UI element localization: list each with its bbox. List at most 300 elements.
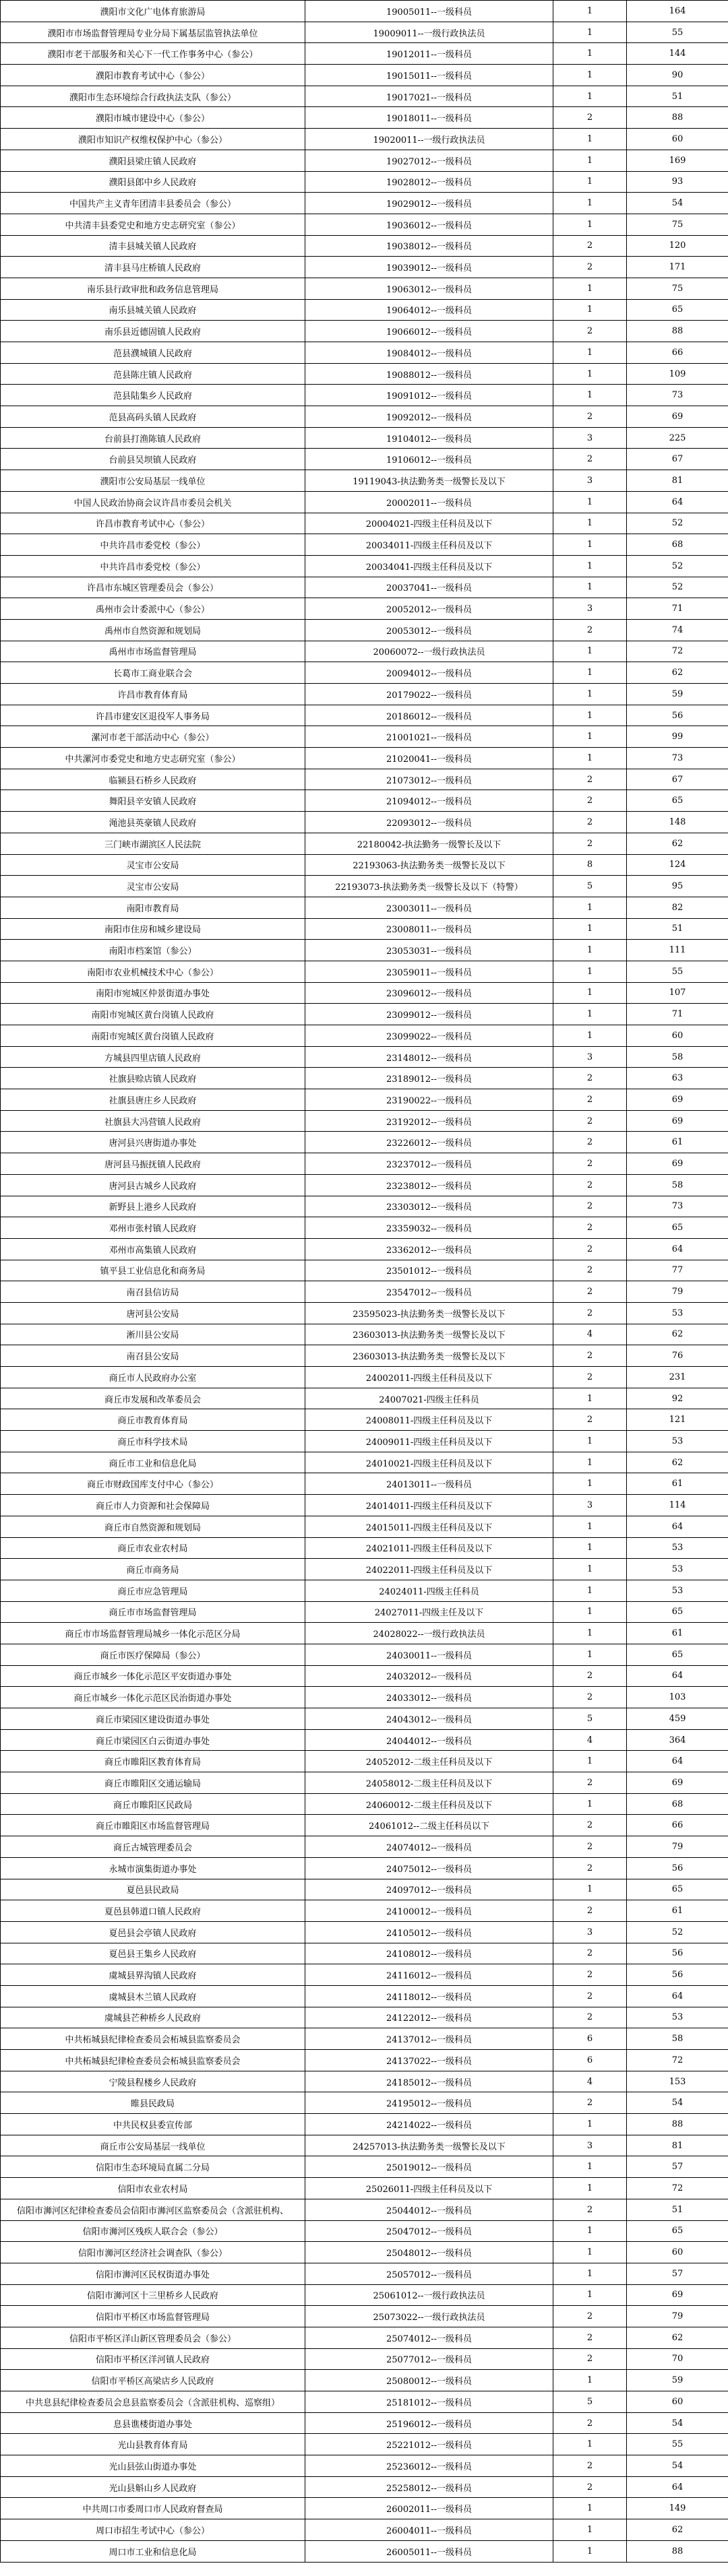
employer-cell: 濮阳县郎中乡人民政府 bbox=[1, 171, 305, 193]
quota-cell: 1 bbox=[553, 2178, 627, 2199]
quota-cell: 1 bbox=[553, 1644, 627, 1665]
position-code-cell: 25044012--一级科员 bbox=[305, 2199, 553, 2220]
table-row bbox=[1, 171, 728, 193]
employer-cell: 商丘市睢阳区教育体育局 bbox=[1, 1751, 305, 1772]
quota-cell: 2 bbox=[553, 1857, 627, 1879]
quota-cell: 2 bbox=[553, 1409, 627, 1431]
quota-cell: 1 bbox=[553, 918, 627, 940]
table-row bbox=[1, 1174, 728, 1196]
employer-cell: 中共柘城县纪律检查委员会柘城县监察委员会 bbox=[1, 2050, 305, 2071]
quota-cell: 2 bbox=[553, 1345, 627, 1367]
employer-cell: 台前县打渔陈镇人民政府 bbox=[1, 427, 305, 449]
applicant-count-cell: 52 bbox=[627, 1921, 728, 1943]
employer-cell: 濮阳市公安局基层一线单位 bbox=[1, 470, 305, 492]
position-code-cell: 24137012--一级科员 bbox=[305, 2028, 553, 2050]
position-code-cell: 19018011--一级科员 bbox=[305, 107, 553, 129]
employer-cell: 中共漯河市委党史和地方史志研究室（参公） bbox=[1, 748, 305, 769]
applicant-count-cell: 54 bbox=[627, 2455, 728, 2477]
applicant-count-cell: 64 bbox=[627, 1985, 728, 2007]
applicant-count-cell: 69 bbox=[627, 1089, 728, 1111]
employer-cell: 夏邑县王集乡人民政府 bbox=[1, 1943, 305, 1964]
employer-cell: 商丘市睢阳区市场监督管理局 bbox=[1, 1815, 305, 1836]
quota-cell: 1 bbox=[553, 150, 627, 171]
applicant-count-cell: 69 bbox=[627, 1110, 728, 1132]
applicant-count-cell: 69 bbox=[627, 406, 728, 428]
applicant-count-cell: 72 bbox=[627, 2050, 728, 2071]
quota-cell: 1 bbox=[553, 299, 627, 321]
table-row bbox=[1, 1687, 728, 1708]
employer-cell: 范县濮城镇人民政府 bbox=[1, 342, 305, 364]
quota-cell: 1 bbox=[553, 1793, 627, 1815]
employer-cell: 禹州市市场监督管理局 bbox=[1, 641, 305, 662]
employer-cell: 商丘市工业和信息化局 bbox=[1, 1452, 305, 1473]
quota-cell: 1 bbox=[553, 491, 627, 513]
table-row bbox=[1, 940, 728, 961]
applicant-count-cell: 77 bbox=[627, 1260, 728, 1281]
employer-cell: 范县陆集乡人民政府 bbox=[1, 385, 305, 406]
position-code-cell: 22093012--一级科员 bbox=[305, 812, 553, 833]
position-code-cell: 24116012--一级科员 bbox=[305, 1964, 553, 1986]
applicant-count-cell: 57 bbox=[627, 2263, 728, 2284]
quota-cell: 1 bbox=[553, 1025, 627, 1047]
employer-cell: 信阳市浉河区十三里桥乡人民政府 bbox=[1, 2284, 305, 2306]
table-row bbox=[1, 961, 728, 982]
employer-cell: 商丘市医疗保障局（参公） bbox=[1, 1644, 305, 1665]
table-row bbox=[1, 1132, 728, 1153]
employer-cell: 南召县公安局 bbox=[1, 1345, 305, 1367]
position-code-cell: 25048012--一级科员 bbox=[305, 2242, 553, 2263]
applicant-count-cell: 67 bbox=[627, 449, 728, 470]
applicant-count-cell: 62 bbox=[627, 1324, 728, 1345]
table-row bbox=[1, 1772, 728, 1794]
applicant-count-cell: 364 bbox=[627, 1729, 728, 1751]
position-code-cell: 24032012--一级科员 bbox=[305, 1665, 553, 1687]
employer-cell: 南阳市宛城区仲景街道办事处 bbox=[1, 982, 305, 1004]
position-code-cell: 23238012--一级科员 bbox=[305, 1174, 553, 1196]
table-row bbox=[1, 1985, 728, 2007]
applicant-count-cell: 70 bbox=[627, 2348, 728, 2370]
table-row bbox=[1, 1473, 728, 1495]
applicant-count-cell: 459 bbox=[627, 1708, 728, 1730]
employer-cell: 南阳市农业机械技术中心（参公） bbox=[1, 961, 305, 982]
quota-cell: 1 bbox=[553, 43, 627, 65]
applicant-count-cell: 111 bbox=[627, 940, 728, 961]
applicant-count-cell: 114 bbox=[627, 1495, 728, 1516]
position-code-cell: 19028012--一级科员 bbox=[305, 171, 553, 193]
employer-cell: 信阳市浉河区经济社会调查队（参公） bbox=[1, 2242, 305, 2263]
employer-cell: 商丘市城乡一体化示范区平安街道办事处 bbox=[1, 1665, 305, 1687]
applicant-count-cell: 51 bbox=[627, 918, 728, 940]
table-row bbox=[1, 43, 728, 65]
position-code-cell: 21094012--一级科员 bbox=[305, 790, 553, 812]
applicant-count-cell: 55 bbox=[627, 22, 728, 43]
employer-cell: 周口市招生考试中心（参公） bbox=[1, 2519, 305, 2541]
table-row bbox=[1, 1388, 728, 1409]
table-row bbox=[1, 363, 728, 385]
position-code-cell: 24044012--一级科员 bbox=[305, 1729, 553, 1751]
table-row bbox=[1, 2284, 728, 2306]
applicant-count-cell: 74 bbox=[627, 619, 728, 641]
applicant-count-cell: 64 bbox=[627, 1665, 728, 1687]
table-row bbox=[1, 491, 728, 513]
quota-cell: 2 bbox=[553, 1985, 627, 2007]
table-row bbox=[1, 2327, 728, 2348]
employer-cell: 南召县信访局 bbox=[1, 1281, 305, 1303]
employer-cell: 长葛市工商业联合会 bbox=[1, 662, 305, 684]
table-row bbox=[1, 1409, 728, 1431]
position-code-cell: 20094012--一级科员 bbox=[305, 662, 553, 684]
employer-cell: 唐河县古城乡人民政府 bbox=[1, 1174, 305, 1196]
quota-cell: 3 bbox=[553, 1921, 627, 1943]
employer-cell: 渑池县英豪镇人民政府 bbox=[1, 812, 305, 833]
quota-cell: 2 bbox=[553, 2306, 627, 2327]
table-row bbox=[1, 1623, 728, 1644]
quota-cell: 1 bbox=[553, 1, 627, 22]
position-code-cell: 25077012--一级科员 bbox=[305, 2348, 553, 2370]
position-code-cell: 24105012--一级科员 bbox=[305, 1921, 553, 1943]
table-row bbox=[1, 1367, 728, 1388]
quota-cell: 2 bbox=[553, 1110, 627, 1132]
position-code-cell: 23059011--一级科员 bbox=[305, 961, 553, 982]
employer-cell: 商丘市自然资源和规划局 bbox=[1, 1516, 305, 1537]
quota-cell: 2 bbox=[553, 2455, 627, 2477]
position-code-cell: 19029012--一级科员 bbox=[305, 193, 553, 214]
quota-cell: 2 bbox=[553, 1900, 627, 1922]
position-code-cell: 25057012--一级科员 bbox=[305, 2263, 553, 2284]
applicant-count-cell: 55 bbox=[627, 2434, 728, 2455]
applicant-count-cell: 92 bbox=[627, 1388, 728, 1409]
quota-cell: 1 bbox=[553, 2540, 627, 2562]
position-code-cell: 24014011-四级主任科员及以下 bbox=[305, 1495, 553, 1516]
applicant-count-cell: 153 bbox=[627, 2071, 728, 2092]
table-row bbox=[1, 1025, 728, 1047]
position-code-cell: 20052012--一级科员 bbox=[305, 598, 553, 620]
applicant-count-cell: 65 bbox=[627, 1879, 728, 1900]
position-code-cell: 23053031--一级科员 bbox=[305, 940, 553, 961]
position-code-cell: 24074012--一级科员 bbox=[305, 1836, 553, 1858]
position-code-cell: 19009011--一级行政执法员 bbox=[305, 22, 553, 43]
position-code-cell: 24043012--一级科员 bbox=[305, 1708, 553, 1730]
position-code-cell: 19039012--一级科员 bbox=[305, 257, 553, 278]
quota-cell: 4 bbox=[553, 2071, 627, 2092]
applicant-count-cell: 75 bbox=[627, 214, 728, 235]
position-code-cell: 23226012--一级科员 bbox=[305, 1132, 553, 1153]
table-row bbox=[1, 22, 728, 43]
applicant-count-cell: 71 bbox=[627, 1004, 728, 1025]
position-code-cell: 24137022--一级科员 bbox=[305, 2050, 553, 2071]
applicant-count-cell: 88 bbox=[627, 2540, 728, 2562]
employer-cell: 商丘市财政国库支付中心（参公） bbox=[1, 1473, 305, 1495]
table-row bbox=[1, 2498, 728, 2519]
applicant-count-cell: 52 bbox=[627, 513, 728, 534]
table-row bbox=[1, 2178, 728, 2199]
quota-cell: 6 bbox=[553, 2028, 627, 2050]
table-row bbox=[1, 406, 728, 428]
table-row bbox=[1, 65, 728, 86]
position-code-cell: 19092012--一级科员 bbox=[305, 406, 553, 428]
quota-cell: 1 bbox=[553, 2434, 627, 2455]
quota-cell: 2 bbox=[553, 769, 627, 790]
applicant-count-cell: 68 bbox=[627, 1793, 728, 1815]
table-row bbox=[1, 193, 728, 214]
position-code-cell: 23003011--一级科员 bbox=[305, 897, 553, 918]
table-row bbox=[1, 1921, 728, 1943]
quota-cell: 2 bbox=[553, 1943, 627, 1964]
table-row bbox=[1, 748, 728, 769]
applicant-count-cell: 66 bbox=[627, 1815, 728, 1836]
applicant-count-cell: 65 bbox=[627, 1644, 728, 1665]
quota-cell: 3 bbox=[553, 470, 627, 492]
applicant-count-cell: 58 bbox=[627, 1046, 728, 1068]
quota-cell: 2 bbox=[553, 1153, 627, 1175]
employer-cell: 宁陵县程楼乡人民政府 bbox=[1, 2071, 305, 2092]
employer-cell: 商丘市梁园区白云街道办事处 bbox=[1, 1729, 305, 1751]
table-row bbox=[1, 2370, 728, 2391]
position-code-cell: 19012011--一级科员 bbox=[305, 43, 553, 65]
quota-cell: 2 bbox=[553, 1174, 627, 1196]
position-code-cell: 19066012--一级科员 bbox=[305, 321, 553, 342]
employer-cell: 范县陈庄镇人民政府 bbox=[1, 363, 305, 385]
position-code-cell: 19119043-执法勤务类一级警长及以下 bbox=[305, 470, 553, 492]
applicant-count-cell: 231 bbox=[627, 1367, 728, 1388]
applicant-count-cell: 59 bbox=[627, 2370, 728, 2391]
table-body bbox=[1, 1, 728, 2563]
quota-cell: 2 bbox=[553, 2092, 627, 2114]
quota-cell: 1 bbox=[553, 2263, 627, 2284]
position-code-cell: 20034011-四级主任科员及以下 bbox=[305, 534, 553, 556]
applicant-count-cell: 60 bbox=[627, 2391, 728, 2413]
table-row bbox=[1, 769, 728, 790]
quota-cell: 3 bbox=[553, 1495, 627, 1516]
table-row bbox=[1, 1046, 728, 1068]
applicant-count-cell: 79 bbox=[627, 1281, 728, 1303]
quota-cell: 2 bbox=[553, 619, 627, 641]
quota-cell: 2 bbox=[553, 1260, 627, 1281]
applicant-count-cell: 66 bbox=[627, 342, 728, 364]
employer-cell: 商丘市农业农村局 bbox=[1, 1537, 305, 1559]
employer-cell: 商丘市睢阳区民政局 bbox=[1, 1793, 305, 1815]
applicant-count-cell: 79 bbox=[627, 1836, 728, 1858]
table-row bbox=[1, 1495, 728, 1516]
quota-cell: 2 bbox=[553, 2007, 627, 2028]
quota-cell: 3 bbox=[553, 2135, 627, 2156]
quota-cell: 1 bbox=[553, 555, 627, 577]
applicant-count-cell: 59 bbox=[627, 684, 728, 705]
applicant-count-cell: 52 bbox=[627, 555, 728, 577]
employer-cell: 中共清丰县委党史和地方史志研究室（参公） bbox=[1, 214, 305, 235]
position-code-cell: 24185012--一级科员 bbox=[305, 2071, 553, 2092]
employer-cell: 邓州市高集镇人民政府 bbox=[1, 1238, 305, 1260]
table-row bbox=[1, 790, 728, 812]
table-row bbox=[1, 257, 728, 278]
quota-cell: 2 bbox=[553, 1815, 627, 1836]
table-row bbox=[1, 2199, 728, 2220]
quota-cell: 1 bbox=[553, 1559, 627, 1580]
quota-cell: 2 bbox=[553, 257, 627, 278]
employer-cell: 信阳市浉河区残疾人联合会（参公） bbox=[1, 2220, 305, 2242]
quota-cell: 1 bbox=[553, 2284, 627, 2306]
position-code-cell: 24108012--一级科员 bbox=[305, 1943, 553, 1964]
employer-cell: 方城县四里店镇人民政府 bbox=[1, 1046, 305, 1068]
position-code-cell: 24257013-执法勤务类一级警长及以下 bbox=[305, 2135, 553, 2156]
applicant-count-cell: 65 bbox=[627, 1217, 728, 1239]
table-row bbox=[1, 513, 728, 534]
applicant-count-cell: 61 bbox=[627, 1900, 728, 1922]
quota-cell: 1 bbox=[553, 1623, 627, 1644]
quota-cell: 2 bbox=[553, 1089, 627, 1111]
employer-cell: 唐河县兴唐街道办事处 bbox=[1, 1132, 305, 1153]
position-code-cell: 19017021--一级科员 bbox=[305, 86, 553, 107]
position-code-cell: 24021011-四级主任科员及以下 bbox=[305, 1537, 553, 1559]
position-code-cell: 23303012--一级科员 bbox=[305, 1196, 553, 1217]
table-row bbox=[1, 598, 728, 620]
applicant-count-cell: 95 bbox=[627, 876, 728, 897]
position-code-cell: 25047012--一级科员 bbox=[305, 2220, 553, 2242]
table-row bbox=[1, 1345, 728, 1367]
quota-cell: 3 bbox=[553, 1046, 627, 1068]
position-code-cell: 23359032--一级科员 bbox=[305, 1217, 553, 1239]
applicant-count-cell: 81 bbox=[627, 2135, 728, 2156]
table-row bbox=[1, 1238, 728, 1260]
quota-cell: 1 bbox=[553, 342, 627, 364]
applicant-count-cell: 65 bbox=[627, 299, 728, 321]
quota-cell: 2 bbox=[553, 449, 627, 470]
quota-cell: 1 bbox=[553, 2156, 627, 2178]
applicant-count-cell: 88 bbox=[627, 2114, 728, 2135]
table-row bbox=[1, 2007, 728, 2028]
table-row bbox=[1, 1089, 728, 1111]
applicant-count-cell: 68 bbox=[627, 534, 728, 556]
quota-cell: 1 bbox=[553, 940, 627, 961]
employer-cell: 虞城县界沟镇人民政府 bbox=[1, 1964, 305, 1986]
position-code-cell: 23190022--一级科员 bbox=[305, 1089, 553, 1111]
applicant-count-cell: 53 bbox=[627, 1580, 728, 1601]
position-code-cell: 24061012--二级主任科员以下 bbox=[305, 1815, 553, 1836]
position-code-cell: 26004011--一级科员 bbox=[305, 2519, 553, 2541]
applicant-count-cell: 62 bbox=[627, 2519, 728, 2541]
applicant-count-cell: 124 bbox=[627, 854, 728, 876]
applicant-count-cell: 69 bbox=[627, 1772, 728, 1794]
employer-cell: 信阳市平桥区高梁店乡人民政府 bbox=[1, 2370, 305, 2391]
quota-cell: 5 bbox=[553, 2391, 627, 2413]
table-row bbox=[1, 1900, 728, 1922]
employer-cell: 息县谯楼街道办事处 bbox=[1, 2412, 305, 2434]
employer-cell: 睢县民政局 bbox=[1, 2092, 305, 2114]
applicant-count-cell: 62 bbox=[627, 1452, 728, 1473]
position-code-cell: 23099022--一级科员 bbox=[305, 1025, 553, 1047]
position-code-cell: 23192012--一级科员 bbox=[305, 1110, 553, 1132]
table-row bbox=[1, 705, 728, 726]
position-code-cell: 25080012--一级科员 bbox=[305, 2370, 553, 2391]
quota-cell: 1 bbox=[553, 214, 627, 235]
quota-cell: 5 bbox=[553, 1708, 627, 1730]
position-code-cell: 21001021--一级科员 bbox=[305, 726, 553, 748]
applicant-count-cell: 56 bbox=[627, 705, 728, 726]
employer-cell: 邓州市张村镇人民政府 bbox=[1, 1217, 305, 1239]
table-row bbox=[1, 1964, 728, 1986]
applicant-count-cell: 53 bbox=[627, 1559, 728, 1580]
employer-cell: 信阳市平桥区洋河镇人民政府 bbox=[1, 2348, 305, 2370]
position-code-cell: 23603013-执法勤务类一级警长及以下 bbox=[305, 1324, 553, 1345]
employer-cell: 漯河市老干部活动中心（参公） bbox=[1, 726, 305, 748]
table-row bbox=[1, 2220, 728, 2242]
quota-cell: 4 bbox=[553, 1729, 627, 1751]
table-row bbox=[1, 449, 728, 470]
employer-cell: 唐河县马振抚镇人民政府 bbox=[1, 1153, 305, 1175]
applicant-count-cell: 63 bbox=[627, 1068, 728, 1089]
position-code-cell: 19027012--一级科员 bbox=[305, 150, 553, 171]
quota-cell: 2 bbox=[553, 1836, 627, 1858]
employer-cell: 永城市演集街道办事处 bbox=[1, 1857, 305, 1879]
position-code-cell: 24075012--一级科员 bbox=[305, 1857, 553, 1879]
applicant-count-cell: 53 bbox=[627, 1537, 728, 1559]
employer-cell: 夏邑县会亭镇人民政府 bbox=[1, 1921, 305, 1943]
employer-cell: 濮阳市老干部服务和关心下一代工作事务中心（参公） bbox=[1, 43, 305, 65]
table-row bbox=[1, 918, 728, 940]
position-code-cell: 19020011--一级行政执法员 bbox=[305, 129, 553, 150]
quota-cell: 1 bbox=[553, 1473, 627, 1495]
employer-cell: 光山县斛山乡人民政府 bbox=[1, 2476, 305, 2498]
table-row bbox=[1, 1665, 728, 1687]
quota-cell: 1 bbox=[553, 662, 627, 684]
employer-cell: 范县高码头镇人民政府 bbox=[1, 406, 305, 428]
table-row bbox=[1, 1302, 728, 1324]
employer-cell: 中共周口市委周口市人民政府督查局 bbox=[1, 2498, 305, 2519]
table-row bbox=[1, 2476, 728, 2498]
position-code-cell: 19015011--一级科员 bbox=[305, 65, 553, 86]
quota-cell: 2 bbox=[553, 1281, 627, 1303]
table-row bbox=[1, 1431, 728, 1452]
applicant-count-cell: 93 bbox=[627, 171, 728, 193]
quota-cell: 4 bbox=[553, 1324, 627, 1345]
employer-cell: 商丘市梁园区建设街道办事处 bbox=[1, 1708, 305, 1730]
table-row bbox=[1, 1452, 728, 1473]
applicant-count-cell: 64 bbox=[627, 491, 728, 513]
position-code-cell: 22180042-执法勤务一级警长及以下 bbox=[305, 833, 553, 854]
position-code-cell: 23501012--一级科员 bbox=[305, 1260, 553, 1281]
quota-cell: 2 bbox=[553, 235, 627, 257]
position-code-cell: 20002011--一级科员 bbox=[305, 491, 553, 513]
employer-cell: 濮阳县梁庄镇人民政府 bbox=[1, 150, 305, 171]
applicant-count-cell: 144 bbox=[627, 43, 728, 65]
applicant-count-cell: 58 bbox=[627, 1174, 728, 1196]
applicant-count-cell: 79 bbox=[627, 2306, 728, 2327]
applicant-count-cell: 56 bbox=[627, 1857, 728, 1879]
employer-cell: 信阳市农业农村局 bbox=[1, 2178, 305, 2199]
position-code-cell: 19064012--一级科员 bbox=[305, 299, 553, 321]
table-row bbox=[1, 2135, 728, 2156]
table-row bbox=[1, 577, 728, 598]
employer-cell: 商丘市发展和改革委员会 bbox=[1, 1388, 305, 1409]
applicant-count-cell: 225 bbox=[627, 427, 728, 449]
quota-cell: 1 bbox=[553, 2370, 627, 2391]
table-row bbox=[1, 1004, 728, 1025]
quota-cell: 1 bbox=[553, 684, 627, 705]
quota-cell: 1 bbox=[553, 2220, 627, 2242]
table-row bbox=[1, 129, 728, 150]
table-row bbox=[1, 1879, 728, 1900]
table-row bbox=[1, 534, 728, 556]
employer-cell: 临颍县石桥乡人民政府 bbox=[1, 769, 305, 790]
employer-cell: 南阳市宛城区黄台岗镇人民政府 bbox=[1, 1004, 305, 1025]
table-row bbox=[1, 555, 728, 577]
employer-cell: 信阳市生态环境局直属二分局 bbox=[1, 2156, 305, 2178]
applicant-count-cell: 61 bbox=[627, 1623, 728, 1644]
position-code-cell: 23362012--一级科员 bbox=[305, 1238, 553, 1260]
table-row bbox=[1, 2050, 728, 2071]
position-code-cell: 21073012--一级科员 bbox=[305, 769, 553, 790]
table-row bbox=[1, 1068, 728, 1089]
